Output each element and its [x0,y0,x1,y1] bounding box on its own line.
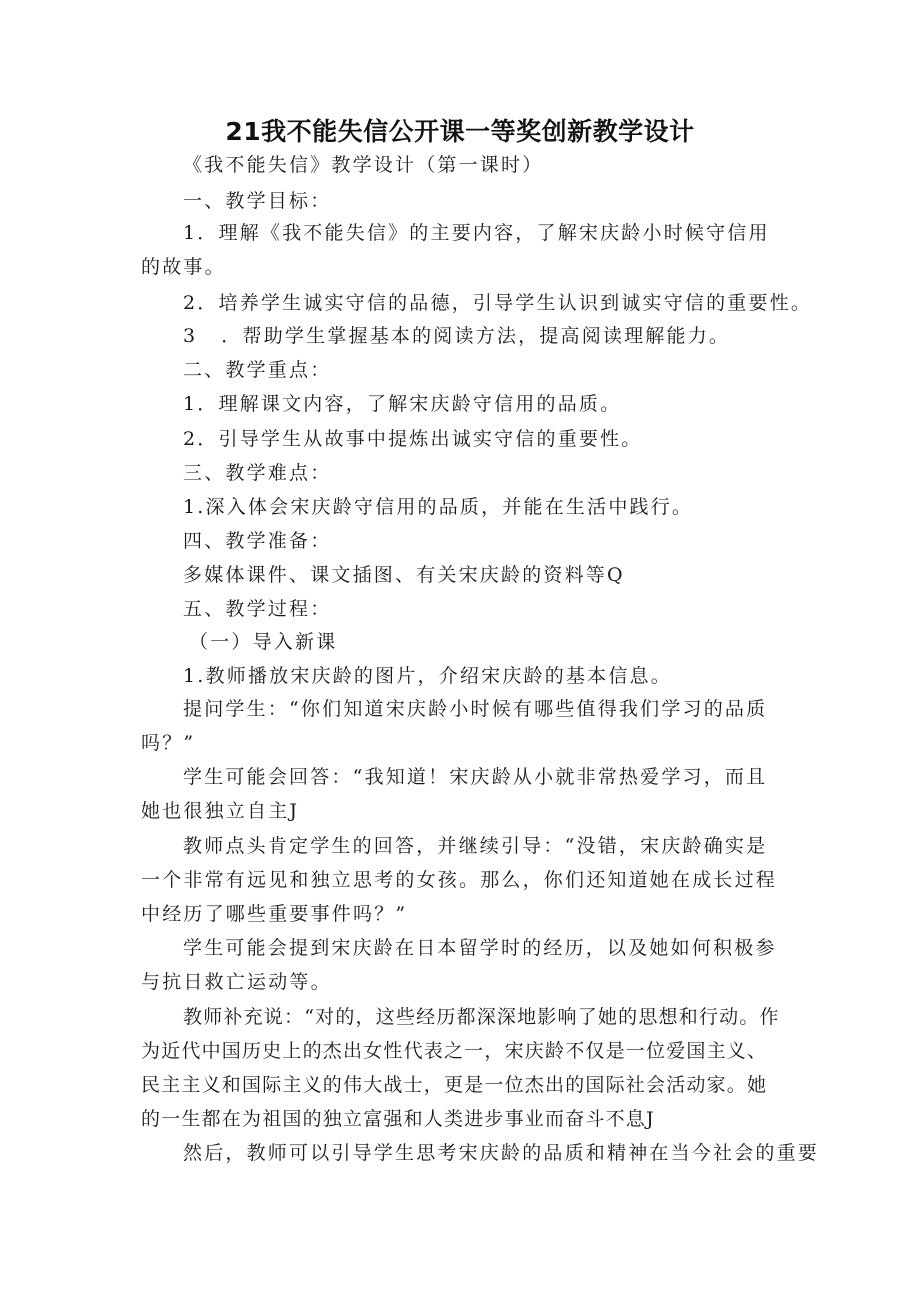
paragraph-6: 教师补充说：“对的，这些经历都深深地影响了她的思想和行动。作为近代中国历史上的杰出女性代表之一，宋庆龄不仅是一位爱国主义、民主主义和国际主义的伟大战士，更是一位杰出的国际社会活动家。她的一生都在为祖国的独立富强和人类进步事业而奋斗不息J [141,1006,780,1130]
paragraph-4: 教师点头肯定学生的回答，并继续引导：“没错，宋庆龄确实是一个非常有远见和独立思考的女孩。那么，你们还知道她在成长过程中经历了哪些重要事件吗？” [141,835,778,925]
keypoints-heading: 二、教学重点： [183,359,332,381]
key-point-2: 2．引导学生从故事中提炼出诚实守信的重要性。 [183,428,643,450]
goal-3 [183,319,730,353]
prep-1: 多媒体课件、课文插图、有关宋庆龄的资料等Q [183,564,625,586]
document-subtitle: 《我不能失信》教学设计（第一课时） [183,154,544,176]
paragraph-2: 提问学生：“你们知道宋庆龄小时候有哪些值得我们学习的品质吗？” [141,698,768,754]
prep-heading: 四、教学准备： [183,530,332,552]
paragraph-7: 然后，教师可以引导学生思考宋庆龄的品质和精神在当今社会的重要 [183,1142,820,1164]
goals-heading: 一、教学目标： [183,190,332,212]
paragraph-5: 学生可能会提到宋庆龄在日本留学时的经历，以及她如何积极参与抗日救亡运动等。 [141,937,777,993]
key-point-1: 1．理解课文内容，了解宋庆龄守信用的品质。 [183,393,622,415]
step-1-heading: （一）导入新课 [189,631,338,653]
document-title: 21我不能失信公开课一等奖创新教学设计 [225,117,695,146]
paragraph-3: 学生可能会回答：“我知道！宋庆龄从小就非常热爱学习，而且她也很独立自主J [141,766,768,822]
paragraph-1: 1.教师播放宋庆龄的图片，介绍宋庆龄的基本信息。 [183,665,672,687]
goal-3-text: ．帮助学生掌握基本的阅读方法，提高阅读理解能力。 [221,325,731,347]
goal-3-number: 3 [183,325,198,347]
difficulty-heading: 三、教学难点： [183,462,332,484]
process-heading: 五、教学过程： [183,598,332,620]
goal-2: 2．培养学生诚实守信的品德，引导学生认识到诚实守信的重要性。 [183,292,813,314]
difficulty-1: 1.深入体会宋庆龄守信用的品质，并能在生活中践行。 [183,496,694,518]
goal-1: 1．理解《我不能失信》的主要内容，了解宋庆龄小时候守信用的故事。 [141,222,770,278]
